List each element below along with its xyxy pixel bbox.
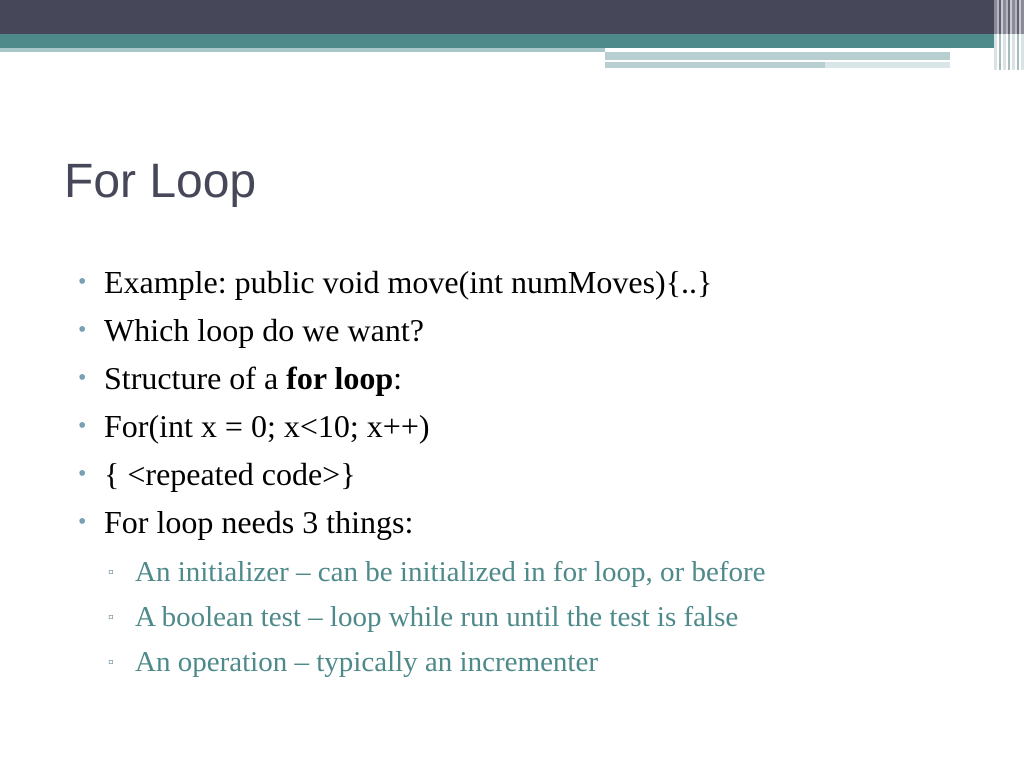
sub-bullet-item-initializer bbox=[78, 550, 1018, 595]
header-stripes-dark bbox=[994, 0, 1024, 34]
bullet-item-structure bbox=[78, 354, 998, 402]
bullet-text: Structure of a bbox=[104, 360, 287, 396]
bullet-text: Which loop do we want? bbox=[104, 312, 424, 348]
bullet-dot-icon: • bbox=[78, 317, 87, 343]
bullet-item-which-loop bbox=[78, 306, 998, 354]
sub-bullet-text: An initializer – can be initialized in for loop, or before bbox=[135, 556, 766, 588]
bullet-dot-icon: • bbox=[78, 461, 87, 487]
header-teal-bar bbox=[0, 34, 1024, 48]
sub-bullet-text: An operation – typically an incrementer bbox=[135, 646, 599, 678]
header-accent-line bbox=[0, 48, 605, 52]
bullet-text-suffix: : bbox=[393, 360, 403, 396]
header-accent-bar-lower-light bbox=[825, 62, 950, 68]
bullet-dot-icon: • bbox=[78, 365, 87, 391]
bullet-dot-icon: • bbox=[78, 413, 87, 439]
sub-bullet-square-icon: ▫ bbox=[108, 564, 114, 581]
sub-bullet-item-boolean-test bbox=[78, 595, 1018, 640]
bullet-list bbox=[78, 258, 998, 546]
bullet-item-repeated-code bbox=[78, 450, 998, 498]
sub-bullet-text: A boolean test – loop while run until the test is false bbox=[135, 601, 739, 633]
sub-bullet-square-icon: ▫ bbox=[108, 654, 114, 671]
header-accent-bar-lower bbox=[605, 62, 825, 68]
bullet-item-example bbox=[78, 258, 998, 306]
bullet-dot-icon: • bbox=[78, 509, 87, 535]
bullet-bold-text: for loop bbox=[286, 360, 394, 396]
sub-bullet-item-operation bbox=[78, 640, 1018, 685]
bullet-text: For loop needs 3 things: bbox=[104, 504, 414, 540]
sub-bullet-list bbox=[78, 550, 1018, 685]
header-dark-bar bbox=[0, 0, 1024, 34]
slide-title: For Loop bbox=[64, 155, 257, 208]
bullet-text: { <repeated code>} bbox=[104, 456, 356, 492]
bullet-text: Example: public void move(int numMoves){..} bbox=[104, 264, 713, 300]
header-accent-bar-upper bbox=[605, 52, 950, 60]
sub-bullet-square-icon: ▫ bbox=[108, 609, 114, 626]
bullet-item-three-things bbox=[78, 498, 998, 546]
bullet-item-for-syntax bbox=[78, 402, 998, 450]
bullet-text: For(int x = 0; x<10; x++) bbox=[104, 408, 430, 444]
bullet-dot-icon: • bbox=[78, 269, 87, 295]
